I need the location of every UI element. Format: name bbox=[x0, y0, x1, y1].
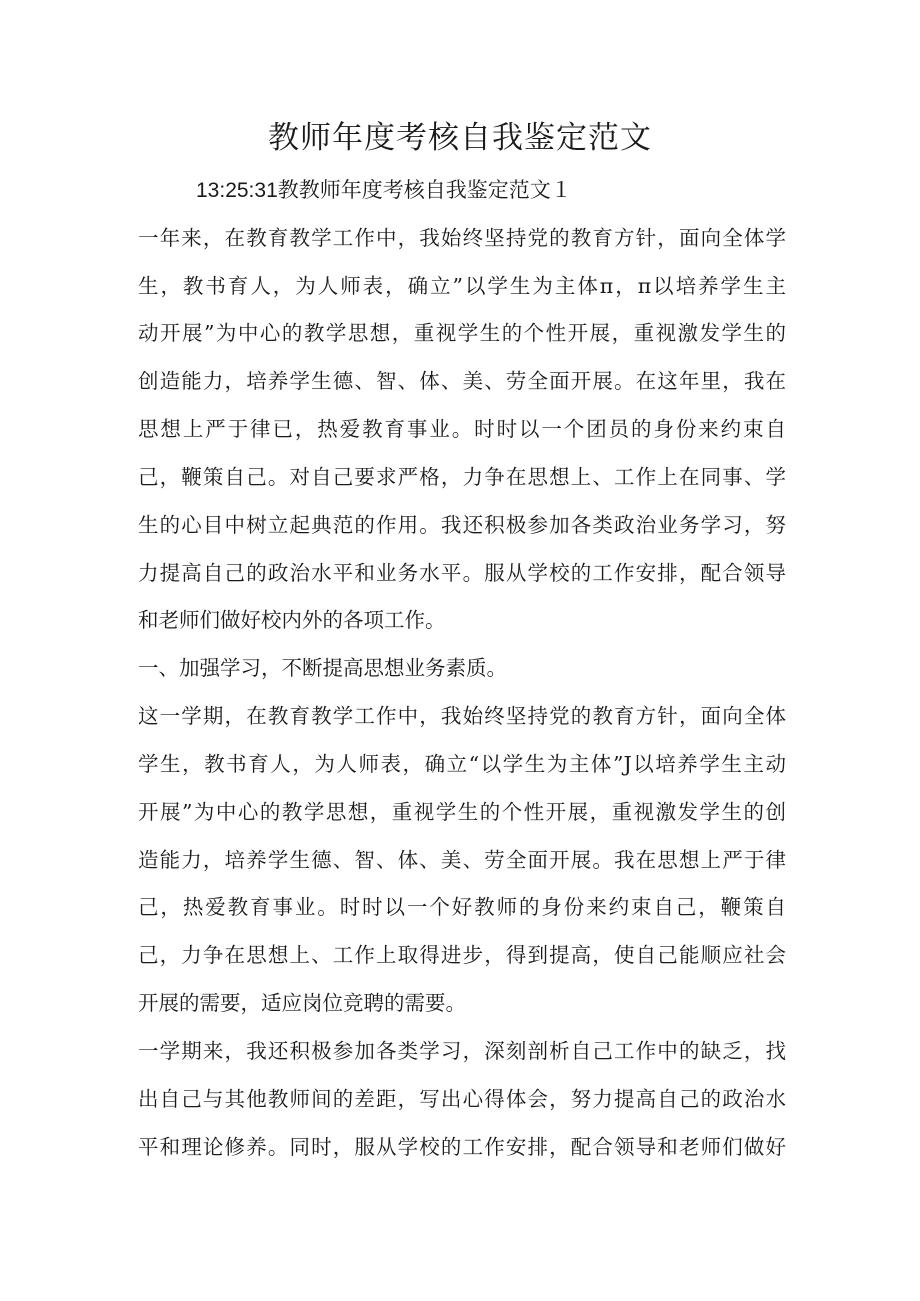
body-line: 造能力，培养学生德、智、体、美、劳全面开展。我在思想上严于律 bbox=[138, 848, 786, 872]
body-line: 力提高自己的政治水平和业务水平。服从学校的工作安排，配合领导 bbox=[138, 561, 786, 585]
body-line: 己，力争在思想上、工作上取得进步，得到提高，使自己能顺应社会 bbox=[138, 943, 786, 967]
document-subtitle bbox=[196, 173, 572, 208]
body-line: 一学期来，我还积极参加各类学习，深刻剖析自己工作中的缺乏，找 bbox=[138, 1039, 786, 1063]
body-line: 生，教书育人，为人师表，确立”以学生为主体π，π以培养学生主 bbox=[138, 274, 786, 298]
subtitle-time: 13:25:31 bbox=[196, 179, 278, 202]
body-line: 学生，教书育人，为人师表，确立“以学生为主体”J以培养学生主动 bbox=[138, 752, 786, 776]
subtitle-text: 教教师年度考核自我鉴定范文１ bbox=[277, 178, 572, 202]
body-line: 动开展”为中心的教学思想，重视学生的个性开展，重视激发学生的 bbox=[138, 321, 786, 345]
document-title: 教师年度考核自我鉴定范文 bbox=[268, 120, 652, 156]
body-line: 创造能力，培养学生德、智、体、美、劳全面开展。在这年里，我在 bbox=[138, 369, 786, 393]
section-heading: 一、加强学习，不断提高思想业务素质。 bbox=[138, 656, 507, 680]
body-line: 这一学期，在教育教学工作中，我始终坚持党的教育方针，面向全体 bbox=[138, 704, 786, 728]
body-line: 平和理论修养。同时，服从学校的工作安排，配合领导和老师们做好 bbox=[138, 1135, 786, 1159]
body-line: 开展”为中心的教学思想，重视学生的个性开展，重视激发学生的创 bbox=[138, 800, 786, 824]
body-line: 出自己与其他教师间的差距，写出心得体会，努力提高自己的政治水 bbox=[138, 1087, 786, 1111]
body-line: 一年来，在教育教学工作中，我始终坚持党的教育方针，面向全体学 bbox=[138, 226, 786, 250]
body-line: 和老师们做好校内外的各项工作。 bbox=[138, 608, 446, 632]
body-line: 己，热爱教育事业。时时以一个好教师的身份来约束自己，鞭策自 bbox=[138, 895, 786, 919]
body-line: 开展的需要，适应岗位竞聘的需要。 bbox=[138, 991, 466, 1015]
body-line: 生的心目中树立起典范的作用。我还积极参加各类政治业务学习，努 bbox=[138, 513, 786, 537]
body-line: 思想上严于律已，热爱教育事业。时时以一个团员的身份来约束自 bbox=[138, 417, 786, 441]
body-line: 己，鞭策自己。对自己要求严格，力争在思想上、工作上在同事、学 bbox=[138, 465, 786, 489]
